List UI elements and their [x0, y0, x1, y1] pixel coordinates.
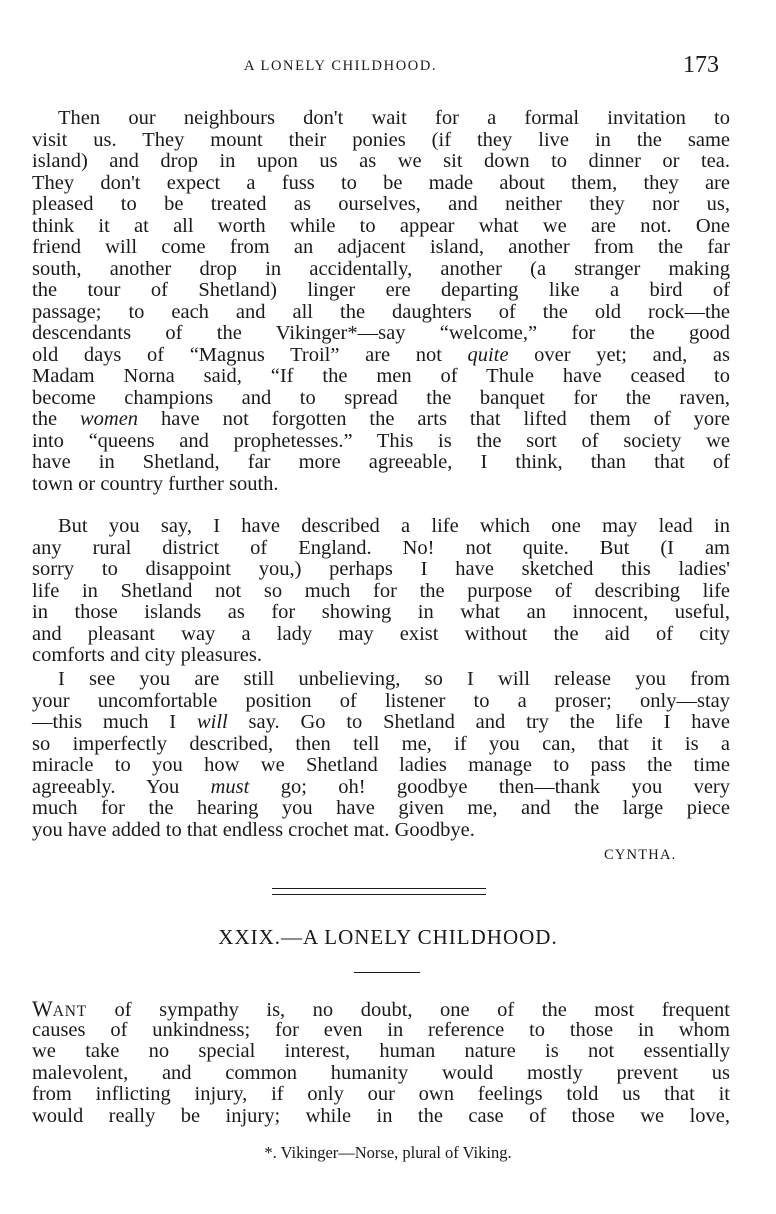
text-segment: the [32, 408, 80, 430]
text-line [32, 409, 730, 431]
text-line: we take no special interest, human nature is not essentially [32, 1040, 730, 1062]
text-line: so imperfectly described, then tell me, if you can, that it is a [32, 732, 730, 755]
chapter-paragraph-1 [32, 998, 730, 1127]
text-line: from inflicting injury, if only our own feelings told us that it [32, 1083, 730, 1105]
text-segment: old days of “Magnus Troil” are not [32, 343, 468, 366]
text-line: They don't expect a fuss to be made about them, they are [32, 171, 730, 194]
text-segment: over yet; and, as [508, 343, 730, 366]
text-line: the tour of Shetland) linger ere departing like a bird of [32, 279, 730, 301]
text-line: into “queens and prophetesses.” This is the sort of society we [32, 429, 730, 452]
text-segment: —this much I [32, 711, 197, 733]
italic-word: will [196, 711, 228, 733]
running-head: A LONELY CHILDHOOD. [244, 58, 438, 74]
text-line: causes of unkindness; for even in reference to those in whom [32, 1018, 730, 1041]
text-segment: have not forgotten the arts that lifted them of yore [138, 408, 730, 430]
chapter-title-rule [354, 972, 420, 973]
text-line [32, 998, 730, 1020]
text-line: life in Shetland not so much for the purpose of describing life [32, 579, 730, 602]
text-line: comforts and city pleasures. [32, 644, 262, 666]
text-line: would really be injury; while in the case of those we love, [32, 1104, 730, 1127]
footnote: *. Vikinger—Norse, plural of Viking. [264, 1143, 512, 1162]
text-line: descendants of the Vikinger*—say “welcome,” for the good [32, 322, 730, 344]
text-line: town or country further south. [32, 472, 279, 495]
text-segment: say. Go to Shetland and try the life I have [227, 711, 730, 733]
text-line: Then our neighbours don't wait for a formal invitation to [58, 107, 730, 129]
text-line: think it at all worth while to appear what we are not. One [32, 214, 730, 237]
text-line: I see you are still unbelieving, so I will release you from [58, 668, 730, 690]
text-segment: go; oh! goodbye then—thank you very [249, 775, 730, 798]
text-line: miracle to you how we Shetland ladies manage to pass the time [32, 754, 730, 776]
text-line: But you say, I have described a life which one may lead in [58, 515, 730, 537]
text-line: you have added to that endless crochet mat. Goodbye. [32, 818, 475, 841]
letter-paragraph-2 [32, 516, 730, 667]
text-line: passage; to each and all the daughters of the old rock—the [32, 300, 730, 323]
text-line: become champions and to spread the banquet for the raven, [32, 386, 730, 409]
text-line: island) and drop in upon us as we sit down to dinner or tea. [32, 150, 730, 172]
text-line: your uncomfortable position of listener to a proser; only—stay [32, 689, 730, 712]
page-number: 173 [683, 52, 719, 78]
text-line [32, 712, 730, 734]
section-divider-top [272, 888, 486, 889]
text-line: south, another drop in accidentally, another (a stranger making [32, 257, 730, 280]
italic-word: women [79, 408, 139, 430]
chapter-title: XXIX.—A LONELY CHILDHOOD. [218, 925, 558, 949]
text-segment: of sympathy is, no doubt, one of the most frequent [87, 999, 730, 1021]
text-line [32, 345, 730, 367]
letter-paragraph-3 [32, 669, 730, 841]
text-line: Madam Norna said, “If the men of Thule have ceased to [32, 365, 730, 387]
text-line: malevolent, and common humanity would mostly prevent us [32, 1061, 730, 1084]
opening-capital: W [32, 996, 53, 1021]
italic-word: quite [467, 343, 509, 366]
text-line: any rural district of England. No! not quite. But (I am [32, 536, 730, 559]
letter-signature: CYNTHA. [604, 847, 677, 863]
text-line: have in Shetland, far more agreeable, I think, than that of [32, 451, 730, 473]
text-line: and pleasant way a lady may exist without the aid of city [32, 622, 730, 645]
opening-small-caps: ANT [52, 1003, 88, 1020]
text-line: pleased to be treated as ourselves, and neither they nor us, [32, 193, 730, 215]
letter-paragraph-1 [32, 108, 730, 495]
text-line: visit us. They mount their ponies (if they live in the same [32, 128, 730, 151]
text-line: sorry to disappoint you,) perhaps I have sketched this ladies' [32, 558, 730, 580]
text-line [32, 777, 730, 799]
section-divider-bottom [272, 894, 486, 895]
text-line: friend will come from an adjacent island, another from the far [32, 236, 730, 258]
text-line: much for the hearing you have given me, and the large piece [32, 797, 730, 819]
text-line: in those islands as for showing in what an innocent, useful, [32, 601, 730, 623]
text-segment: agreeably. You [32, 775, 211, 798]
italic-word: must [210, 775, 250, 798]
